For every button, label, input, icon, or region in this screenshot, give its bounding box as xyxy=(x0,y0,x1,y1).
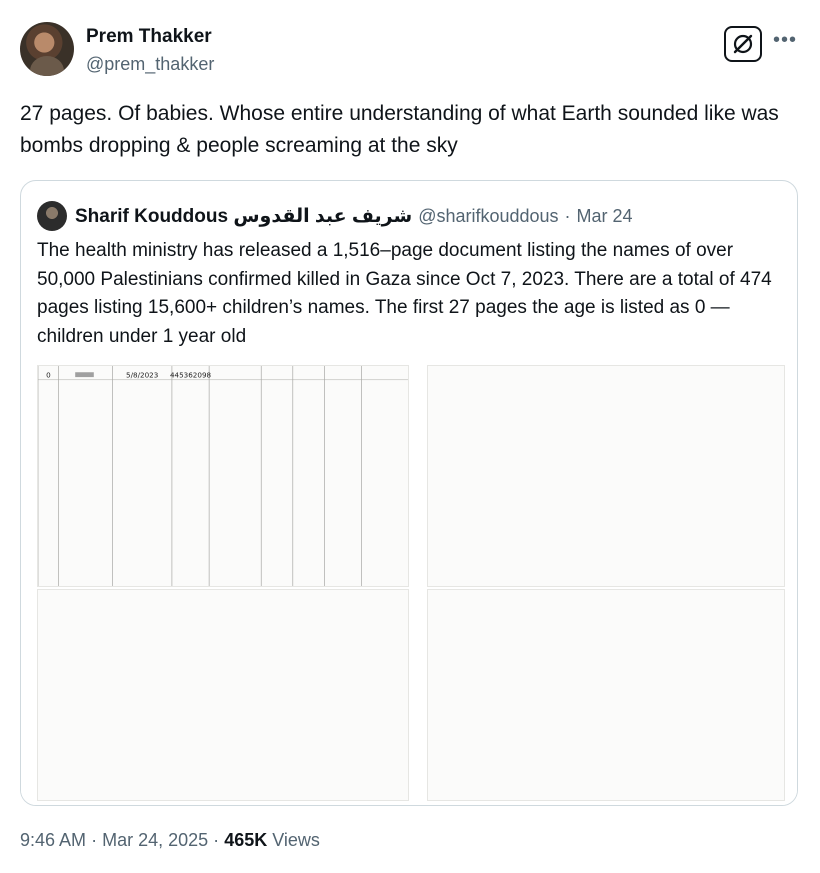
document-page-1[interactable] xyxy=(37,365,409,587)
quote-author-handle[interactable]: @sharifkouddous xyxy=(418,205,559,226)
tweet-meta xyxy=(20,830,320,851)
tweet-header xyxy=(20,22,800,80)
id-cell: 445362098 xyxy=(169,370,212,380)
quote-text: The health ministry has released a 1,516–page document listing the names of over 50,000 Palestinians confirmed killed in Gaza since Oct 7, 2023. There are a total of 474 pages listing 15,600+ children’s names. The first 27 pages the age is listed as 0 — children under 1 year old xyxy=(37,240,772,347)
tweet-time[interactable]: 9:46 AM xyxy=(20,830,87,850)
document-table xyxy=(428,590,785,801)
author-avatar[interactable] xyxy=(20,22,74,76)
tweet-text: 27 pages. Of babies. Whose entire understanding of what Earth sounded like was bombs dropping & people screaming at the sky xyxy=(20,102,779,157)
date-cell: 5/8/2023 xyxy=(126,370,159,380)
tweet-date[interactable]: Mar 24, 2025 xyxy=(102,830,209,850)
views-count: 465K xyxy=(224,830,268,850)
meta-separator-1: · xyxy=(91,830,98,850)
quote-avatar[interactable] xyxy=(37,201,67,231)
grok-button[interactable] xyxy=(724,26,762,62)
document-table xyxy=(38,366,409,587)
document-table xyxy=(428,366,785,587)
more-icon: ••• xyxy=(772,29,797,51)
views-label: Views xyxy=(272,830,320,850)
quote-author-name[interactable]: Sharif Kouddous شريف عبد القدوس xyxy=(75,205,413,227)
document-page-3[interactable] xyxy=(37,589,409,801)
quote-header xyxy=(37,201,633,231)
more-button[interactable] xyxy=(770,28,800,58)
document-page-4[interactable] xyxy=(427,589,785,801)
quote-date[interactable]: Mar 24 xyxy=(576,205,633,226)
document-image-grid[interactable] xyxy=(21,359,798,806)
document-page-2[interactable] xyxy=(427,365,785,587)
age-cell: 0 xyxy=(46,370,51,380)
document-table xyxy=(38,590,409,801)
author-name[interactable]: Prem Thakker xyxy=(86,26,212,47)
author-handle[interactable]: @prem_thakker xyxy=(86,54,215,74)
sex-cell xyxy=(75,372,94,377)
quoted-tweet[interactable] xyxy=(20,180,798,806)
meta-separator-2: · xyxy=(213,830,220,850)
quote-separator: · xyxy=(564,205,571,226)
grok-icon xyxy=(730,31,756,57)
